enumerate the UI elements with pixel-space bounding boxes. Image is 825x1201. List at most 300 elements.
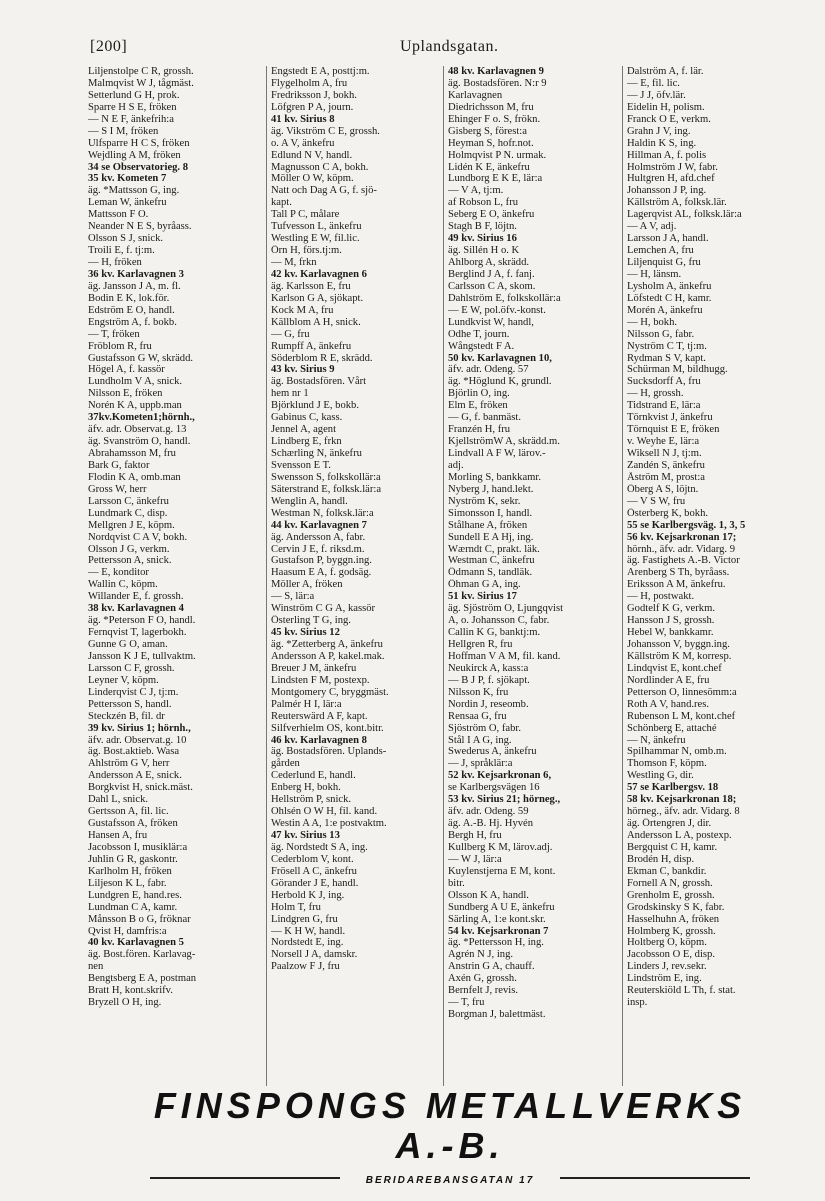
- directory-entry: — A V, adj.: [627, 221, 677, 233]
- directory-entry: Gustafson P, byggn.ing.: [271, 555, 372, 567]
- directory-column-4: [622, 66, 793, 1086]
- directory-entry: Hillman A, f. polis: [627, 149, 707, 161]
- directory-entry: Bernfelt J, revis.: [448, 985, 519, 997]
- directory-entry: äg. *Pettersson H, ing.: [448, 937, 544, 949]
- directory-entry: nen: [88, 961, 104, 973]
- directory-entry: Möller O W, köpm.: [271, 173, 354, 185]
- directory-entry: Dahl L, snick.: [88, 794, 149, 806]
- directory-entry: Anstrin G A, chauff.: [448, 961, 535, 973]
- directory-entry: adj.: [448, 459, 464, 471]
- directory-entry: Nyström K, sekr.: [448, 495, 521, 507]
- directory-entry: Hansen A, fru: [88, 830, 148, 841]
- directory-entry: Holm T, fru: [271, 901, 321, 913]
- directory-entry: Dalström A, f. lär.: [627, 66, 704, 77]
- directory-entry: Spilhammar N, omb.m.: [627, 746, 727, 758]
- page-header: [90, 38, 750, 60]
- directory-entry: Morén A, änkefru: [627, 304, 703, 316]
- block-heading: 43 kv. Sirius 9: [271, 364, 335, 376]
- directory-entry: — B J P, f. sjökapt.: [448, 674, 530, 686]
- directory-entry: Borgkvist H, snick.mäst.: [88, 782, 193, 794]
- directory-entry: Wejdling A M, fröken: [88, 149, 181, 161]
- directory-entry: — J J, öfv.lär.: [627, 89, 686, 101]
- directory-entry: Ehinger F o. S, frökn.: [448, 113, 541, 125]
- directory-entry: Mellgren J E, köpm.: [88, 519, 175, 531]
- block-heading: 40 kv. Karlavagnen 5: [88, 937, 184, 949]
- directory-entry: — K H W, handl.: [271, 925, 346, 937]
- block-heading: 45 kv. Sirius 12: [271, 627, 340, 639]
- directory-entry: Petterson O, linnesömm:a: [627, 686, 737, 698]
- directory-entry: äg. Jansson J A, m. fl.: [88, 280, 181, 292]
- directory-entry: Holmberg K, grossh.: [627, 925, 716, 937]
- directory-entry: Olsson K A, handl.: [448, 889, 529, 901]
- directory-entry: Lundholm V A, snick.: [88, 376, 183, 388]
- directory-entry: Westman N, folksk.lär:a: [271, 507, 374, 519]
- directory-column-1: [88, 66, 264, 1086]
- directory-entry: — E W, pol.öfv.-konst.: [448, 304, 546, 316]
- directory-entry: Agrén N J, ing.: [448, 949, 514, 961]
- directory-entry: Schönberg E, attaché: [627, 722, 717, 734]
- block-heading: 36 kv. Karlavagnen 3: [88, 268, 184, 280]
- directory-entry: Söderblom R E, skrädd.: [271, 352, 373, 364]
- directory-entry: Löfgren P A, journ.: [271, 101, 354, 113]
- directory-entry: Högel A, f. kassör: [88, 364, 165, 376]
- directory-entry: Hellström P, snick.: [271, 794, 352, 806]
- directory-entry: Haldin K S, ing.: [627, 137, 697, 149]
- directory-entry: Schürman M, bildhugg.: [627, 364, 728, 376]
- directory-entry: Rensaa G, fru: [448, 710, 507, 722]
- directory-entry: Tall P C, målare: [271, 209, 340, 221]
- directory-entry: äg. A.-B. Hj. Hyvén: [448, 818, 534, 830]
- directory-entry: — J, språklär:a: [448, 758, 513, 770]
- directory-entry: Swederus A, änkefru: [448, 746, 537, 758]
- block-heading: 39 kv. Sirius 1; hörnh.,: [88, 722, 191, 734]
- directory-entry: Österberg K, bokh.: [627, 507, 709, 519]
- directory-entry: Gunne G O, aman.: [88, 639, 168, 650]
- directory-entry: — W J, lär:a: [448, 853, 502, 865]
- directory-entry: Wallin C, köpm.: [88, 579, 158, 591]
- directory-entry: Odhe T, journ.: [448, 328, 510, 340]
- directory-entry: — G, fru: [271, 328, 310, 340]
- directory-entry: Örn H, förs.tj:m.: [271, 245, 342, 257]
- directory-entry: — E, fil. lic.: [627, 77, 680, 89]
- directory-entry: Gisberg S, förest:a: [448, 125, 527, 137]
- directory-entry: äg. Bost.aktieb. Wasa: [88, 746, 180, 758]
- directory-entry: Källström K M, korresp.: [627, 650, 732, 662]
- directory-entry: Sundell E A Hj, ing.: [448, 531, 534, 543]
- directory-entry: Paalzow F J, fru: [271, 961, 340, 973]
- directory-entry: Gustafsson G W, skrädd.: [88, 352, 194, 364]
- directory-entry: Neukirck A, kass:a: [448, 662, 529, 674]
- directory-entry: Magnusson C A, bokh.: [271, 161, 369, 173]
- directory-entry: Willander E, f. grossh.: [88, 591, 184, 603]
- directory-entry: Källström A, folksk.lär.: [627, 197, 727, 209]
- directory-entry: Törnkvist J, änkefru: [627, 412, 713, 424]
- directory-entry: Thomson F, köpm.: [627, 758, 707, 770]
- directory-entry: Norén K A, uppb.man: [88, 400, 182, 412]
- directory-entry: Lagerqvist AL, folksk.lär:a: [627, 209, 742, 221]
- directory-entry: Rumpff A, änkefru: [271, 340, 352, 352]
- directory-entry: äg. Fastighets A.-B. Victor: [627, 555, 740, 567]
- directory-entry: Nilsson G, fabr.: [627, 328, 695, 340]
- block-heading: 47 kv. Sirius 13: [271, 830, 340, 841]
- directory-entry: Fornell A N, grossh.: [627, 877, 713, 889]
- directory-entry: Hansson J S, grossh.: [627, 615, 715, 627]
- directory-entry: Schærling N, änkefru: [271, 448, 362, 459]
- directory-entry: — T, fröken: [88, 328, 140, 340]
- directory-entry: Sparre H S E, fröken: [88, 101, 177, 113]
- page-number: [200]: [90, 38, 128, 55]
- directory-entry: — N, änkefru: [627, 734, 686, 746]
- directory-entry: Andersson L A, postexp.: [627, 830, 732, 841]
- directory-entry: Lysholm A, änkefru: [627, 280, 712, 292]
- directory-entry: Breuer J M, änkefru: [271, 662, 357, 674]
- directory-entry: äg. Bost.fören. Karlavag-: [88, 949, 196, 961]
- directory-entry: Stålhane A, fröken: [448, 519, 528, 531]
- directory-entry: Lundkvist W, handl,: [448, 316, 534, 328]
- directory-entry: Fernqvist T, lagerbokh.: [88, 627, 187, 639]
- directory-entry: Pettersson S, handl.: [88, 698, 172, 710]
- directory-entry: Arenberg S Th, byråass.: [627, 567, 730, 579]
- directory-entry: Lindsten F M, postexp.: [271, 674, 370, 686]
- block-heading: 51 kv. Sirius 17: [448, 591, 517, 603]
- directory-entry: — N E F, änkefrih:a: [88, 113, 174, 125]
- directory-entry: Ahlborg A, skrädd.: [448, 257, 530, 268]
- directory-entry: Gabinus C, kass.: [271, 412, 343, 424]
- directory-entry: Reuterskiöld L Th, f. stat.: [627, 985, 736, 997]
- block-heading: 49 kv. Sirius 16: [448, 233, 517, 245]
- directory-entry: Ödmann S, tandläk.: [448, 567, 533, 579]
- block-heading: 57 se Karlbergsv. 18: [627, 782, 719, 794]
- directory-entry: Särling A, 1:e kont.skr.: [448, 913, 546, 925]
- directory-entry: Nilsson E, fröken: [88, 388, 163, 400]
- running-head: Uplandsgatan.: [400, 38, 499, 55]
- directory-entry: äg. *Peterson F O, handl.: [88, 615, 196, 627]
- block-heading: 53 kv. Sirius 21; hörneg.,: [448, 794, 561, 806]
- directory-entry: Winström C G A, kassör: [271, 603, 376, 615]
- directory-entry: äg. Svanström O, handl.: [88, 436, 191, 448]
- directory-entry: Eriksson A M, änkefru.: [627, 579, 726, 591]
- directory-entry: — V S W, fru: [627, 495, 686, 507]
- directory-entry: Haasum E A, f. godsäg.: [271, 567, 372, 579]
- directory-entry: Liljeson K L, fabr.: [88, 877, 167, 889]
- directory-entry: v. Weyhe E, lär:a: [627, 436, 700, 448]
- directory-entry: Nyström C T, tj:m.: [627, 340, 707, 352]
- directory-entry: Hoffman V A M, fil. kand.: [448, 650, 561, 662]
- directory-entry: Nordin J, reseomb.: [448, 698, 529, 710]
- directory-entry: hörnh., äfv. adr. Vidarg. 9: [627, 543, 736, 555]
- directory-entry: Stål I A G, ing.: [448, 734, 512, 746]
- directory-entry: äfv. adr. Odeng. 57: [448, 364, 529, 376]
- directory-entry: Bengtsberg E A, postman: [88, 973, 197, 985]
- directory-entry: Axén G, grossh.: [448, 973, 517, 985]
- directory-entry: Lundman C A, kamr.: [88, 901, 178, 913]
- directory-entry: Bark G, faktor: [88, 459, 150, 471]
- directory-entry: Mattsson F O.: [88, 209, 149, 221]
- directory-entry: — S, lär:a: [271, 591, 315, 603]
- directory-entry: Andersson A E, snick.: [88, 770, 182, 782]
- directory-entry: Jacobsson I, musiklär:a: [88, 841, 188, 853]
- directory-entry: Pettersson A, snick.: [88, 555, 172, 567]
- block-heading: 58 kv. Kejsarkronan 18;: [627, 794, 737, 806]
- directory-entry: Carlsson C A, skom.: [448, 280, 536, 292]
- directory-entry: Liljenquist G, fru: [627, 257, 701, 268]
- directory-entry: Holmqvist P N. urmak.: [448, 149, 547, 161]
- directory-entry: Ahlström G V, herr: [88, 758, 170, 770]
- directory-entry: Lemchen A, fru: [627, 245, 694, 257]
- directory-entry: Dahlström E, folkskollär:a: [448, 292, 561, 304]
- directory-entry: Sjöström O, fabr.: [448, 722, 521, 734]
- directory-entry: Sundberg A U E, änkefru: [448, 901, 555, 913]
- rule-right: [560, 1177, 750, 1179]
- directory-entry: Bergh H, fru: [448, 830, 502, 841]
- directory-entry: Brodén H, disp.: [627, 853, 695, 865]
- directory-entry: Frösell A C, änkefru: [271, 865, 357, 877]
- directory-entry: äg. Bostadsfören. N:r 9: [448, 77, 547, 89]
- directory-entry: hörneg., äfv. adr. Vidarg. 8: [627, 806, 740, 818]
- directory-entry: — V A, tj:m.: [448, 185, 504, 197]
- directory-entry: Andersson A P, kakel.mak.: [271, 650, 385, 662]
- directory-entry: äfv. adr. Odeng. 59: [448, 806, 529, 818]
- directory-entry: Palmér H I, lär:a: [271, 698, 342, 710]
- directory-entry: Löfstedt C H, kamr.: [627, 292, 712, 304]
- directory-entry: Säterstrand E, folksk.lär:a: [271, 483, 382, 495]
- directory-entry: Callin K G, banktj:m.: [448, 627, 541, 639]
- directory-entry: Jacobsson O E, disp.: [627, 949, 715, 961]
- directory-entry: Westin A A, 1:e postvaktm.: [271, 818, 387, 830]
- directory-entry: Karlholm H, fröken: [88, 865, 172, 877]
- advert-banner: [120, 1085, 780, 1186]
- directory-entry: Diedrichsson M, fru: [448, 101, 534, 113]
- directory-entry: Wærndt C, prakt. läk.: [448, 543, 540, 555]
- directory-entry: — G, f. banmäst.: [448, 412, 521, 424]
- directory-entry: Björlin O, ing.: [448, 388, 510, 400]
- directory-entry: — S I M, fröken: [88, 125, 159, 137]
- directory-entry: Karlson G A, sjökapt.: [271, 292, 364, 304]
- directory-entry: Edlund N V, handl.: [271, 149, 353, 161]
- directory-entry: Natt och Dag A G, f. sjö-: [271, 185, 377, 197]
- directory-entry: Jennel A, agent: [271, 424, 337, 436]
- directory-entry: — H, postwakt.: [627, 591, 695, 603]
- directory-entry: Hellgren R, fru: [448, 639, 513, 650]
- directory-entry: Holtberg O, köpm.: [627, 937, 707, 949]
- directory-entry: Ohlsén O W H, fil. kand.: [271, 806, 378, 818]
- directory-entry: Bergquist C H, kamr.: [627, 841, 718, 853]
- directory-entry: Hasselhuhn A, fröken: [627, 913, 720, 925]
- directory-entry: Nordqvist C A V, bokh.: [88, 531, 188, 543]
- directory-entry: Cederblom V, kont.: [271, 853, 354, 865]
- directory-entry: — E, konditor: [88, 567, 149, 579]
- block-heading: 41 kv. Sirius 8: [271, 113, 335, 125]
- directory-entry: Enberg H, bokh.: [271, 782, 341, 794]
- directory-entry: Norsell J A, damskr.: [271, 949, 358, 961]
- directory-entry: Åström M, prost:a: [627, 471, 705, 483]
- directory-entry: — H, fröken: [88, 257, 142, 268]
- block-heading: 44 kv. Karlavagnen 7: [271, 519, 367, 531]
- directory-entry: Görander J E, handl.: [271, 877, 359, 889]
- directory-entry: Elm E, fröken: [448, 400, 508, 412]
- directory-entry: äfv. adr. Observat.g. 13: [88, 424, 187, 436]
- directory-entry: Leyner V, köpm.: [88, 674, 159, 686]
- directory-entry: Silfverhielm OS, kont.bitr.: [271, 722, 384, 734]
- directory-entry: Qvist H, damfris:a: [88, 925, 167, 937]
- directory-entry: Bryzell O H, ing.: [88, 997, 162, 1009]
- directory-entry: Tufvesson L, änkefru: [271, 221, 362, 233]
- directory-entry: Berglind J A, f. fanj.: [448, 268, 535, 280]
- directory-entry: Larsson C F, grossh.: [88, 662, 175, 674]
- directory-entry: Lindgren G, fru: [271, 913, 338, 925]
- directory-entry: Österling T G, ing.: [271, 615, 351, 627]
- directory-entry: Hebel W, bankkamr.: [627, 627, 714, 639]
- directory-entry: Nordlinder A E, fru: [627, 674, 710, 686]
- directory-entry: Månsson B o G, fröknar: [88, 913, 191, 925]
- directory-entry: Öhman G A, ing.: [448, 579, 521, 591]
- directory-entry: Westling G, dir.: [627, 770, 694, 782]
- directory-entry: — T, fru: [448, 997, 485, 1009]
- directory-entry: Larsson J A, handl.: [627, 233, 709, 245]
- directory-entry: Linderqvist C J, tj:m.: [88, 686, 179, 698]
- directory-entry: se Karlbergsvägen 16: [448, 782, 540, 794]
- directory-entry: Abrahamsson M, fru: [88, 448, 176, 459]
- directory-entry: äg. Bostadsfören. Uplands-: [271, 746, 387, 758]
- rule-left: [150, 1177, 340, 1179]
- directory-entry: Westman C, änkefru: [448, 555, 535, 567]
- directory-entry: Grodskinsky S K, fabr.: [627, 901, 725, 913]
- directory-entry: — H, bokh.: [627, 316, 678, 328]
- directory-entry: Lindberg E, frkn: [271, 436, 342, 448]
- directory-entry: Malmqvist W J, tågmäst.: [88, 77, 194, 89]
- directory-entry: Nordstedt E, ing.: [271, 937, 344, 949]
- directory-entry: äg. *Mattsson G, ing.: [88, 185, 180, 197]
- directory-entry: Fredriksson J, bokh.: [271, 89, 357, 101]
- directory-entry: Stagh B F, löjtn.: [448, 221, 517, 233]
- block-heading: 48 kv. Karlavagnen 9: [448, 66, 544, 77]
- directory-entry: bitr.: [448, 877, 465, 889]
- directory-entry: Ekman C, bankdir.: [627, 865, 707, 877]
- directory-entry: Cervin J E, f. riksd.m.: [271, 543, 365, 555]
- directory-entry: Westling E W, fil.lic.: [271, 233, 360, 245]
- directory-entry: Olsson S J, snick.: [88, 233, 164, 245]
- directory-entry: Borgman J, balettmäst.: [448, 1009, 546, 1021]
- directory-entry: äg. Andersson A, fabr.: [271, 531, 366, 543]
- directory-entry: Rydman S V, kapt.: [627, 352, 706, 364]
- directory-entry: Ulfsparre H C S, fröken: [88, 137, 190, 149]
- directory-entry: Setterlund G H, prok.: [88, 89, 180, 101]
- directory-entry: Gertsson A, fil. lic.: [88, 806, 169, 818]
- directory-entry: Neander N E S, byråass.: [88, 221, 192, 233]
- directory-entry: Lindqvist E, kont.chef: [627, 662, 722, 674]
- directory-entry: gården: [271, 758, 300, 770]
- directory-entry: Lidén K E, änkefru: [448, 161, 530, 173]
- directory-entry: Wenglin A, handl.: [271, 495, 348, 507]
- directory-entry: Heyman S, hofr.not.: [448, 137, 534, 149]
- directory-entry: Fröblom R, fru: [88, 340, 152, 352]
- directory-entry: hem nr 1: [271, 388, 309, 400]
- directory-entry: Björklund J E, bokb.: [271, 400, 359, 412]
- directory-entry: Reuterswärd A F, kapt.: [271, 710, 368, 722]
- directory-entry: Kock M A, fru: [271, 304, 334, 316]
- directory-entry: Svensson E T.: [271, 459, 331, 471]
- directory-entry: äg. *Zetterberg A, änkefru: [271, 639, 383, 650]
- block-heading: 55 se Karlbergsväg. 1, 3, 5: [627, 519, 746, 531]
- directory-entry: insp.: [627, 997, 648, 1009]
- directory-entry: Gustafsson A, fröken: [88, 818, 178, 830]
- directory-entry: Engström A, f. bokb.: [88, 316, 177, 328]
- directory-entry: — H, länsm.: [627, 268, 682, 280]
- block-heading: 56 kv. Kejsarkronan 17;: [627, 531, 737, 543]
- directory-entry: Troili E, f. tj:m.: [88, 245, 155, 257]
- directory-entry: Lundgren E, hand.res.: [88, 889, 182, 901]
- directory-entry: Gross W, herr: [88, 483, 147, 495]
- directory-entry: Hultgren H, afd.chef: [627, 173, 715, 185]
- directory-entry: Zandén S, änkefru: [627, 459, 705, 471]
- directory-entry: kapt.: [271, 197, 292, 209]
- directory-entry: äg. Örtengren J, dir.: [627, 818, 712, 830]
- directory-entry: Nilsson K, fru: [448, 686, 509, 698]
- directory-entry: Franzén H, fru: [448, 424, 511, 436]
- block-heading: 34 se Observatorieg. 8: [88, 161, 189, 173]
- directory-entry: äg. Nordstedt S A, ing.: [271, 841, 368, 853]
- directory-entry: Cederlund E, handl.: [271, 770, 356, 782]
- directory-entry: Karlavagnen: [448, 89, 503, 101]
- directory-entry: Herbold K J, ing.: [271, 889, 345, 901]
- directory-entry: Linders J, rev.sekr.: [627, 961, 707, 973]
- directory-entry: Grenholm E, grossh.: [627, 889, 715, 901]
- directory-entry: KjellströmW A, skrädd.m.: [448, 436, 560, 448]
- directory-entry: Liljenstolpe C R, grossh.: [88, 66, 194, 77]
- directory-entry: äg. Sillén H o. K: [448, 245, 520, 257]
- directory-entry: Grahn J V, ing.: [627, 125, 691, 137]
- directory-entry: A, o. Johansson C, fabr.: [448, 615, 550, 627]
- directory-entry: Swensson S, folkskollär:a: [271, 471, 381, 483]
- directory-entry: Lundborg E K E, lär:a: [448, 173, 543, 185]
- directory-column-2: [266, 66, 443, 1086]
- directory-entry: Kuylenstjerna E M, kont.: [448, 865, 556, 877]
- directory-entry: Simonsson I, handl.: [448, 507, 533, 519]
- directory-columns: [88, 66, 788, 1086]
- directory-entry: Tidstrand E, lär:a: [627, 400, 701, 412]
- directory-entry: Engstedt E A, posttj:m.: [271, 66, 370, 77]
- directory-entry: Öberg A S, löjtn.: [627, 483, 699, 495]
- directory-entry: Flodin K A, omb.man: [88, 471, 181, 483]
- directory-entry: Godtelf K G, verkm.: [627, 603, 715, 615]
- block-heading: 42 kv. Karlavagnen 6: [271, 268, 367, 280]
- advert-subtitle-row: [120, 1170, 780, 1184]
- block-heading: 46 kv. Karlavagnen 8: [271, 734, 367, 746]
- directory-entry: Steckzén B, fil. dr: [88, 710, 165, 722]
- block-heading: 35 kv. Kometen 7: [88, 173, 167, 185]
- advert-title: FINSPONGS METALLVERKS A.-B.: [153, 1085, 747, 1166]
- directory-entry: — M, frkn: [271, 257, 317, 268]
- directory-entry: Holmström J W, fabr.: [627, 161, 718, 173]
- directory-entry: af Robson L, fru: [448, 197, 519, 209]
- directory-entry: Bodin E K, lok.för.: [88, 292, 170, 304]
- directory-entry: äg. Vikström C E, grossh.: [271, 125, 380, 137]
- directory-entry: Roth A V, hand.res.: [627, 698, 710, 710]
- directory-entry: Lundmark C, disp.: [88, 507, 168, 519]
- directory-entry: Jansson K J E, tullvaktm.: [88, 650, 196, 662]
- block-heading: 52 kv. Kejsarkronan 6,: [448, 770, 552, 782]
- directory-entry: Morling S, bankkamr.: [448, 471, 541, 483]
- directory-entry: Törnquist E E, fröken: [627, 424, 720, 436]
- directory-entry: Montgomery C, bryggmäst.: [271, 686, 389, 698]
- directory-entry: Wångstedt F A.: [448, 340, 515, 352]
- advert-subtitle: BERIDAREBANSGATAN 17: [360, 1175, 541, 1186]
- block-heading: 38 kv. Karlavagnen 4: [88, 603, 184, 615]
- block-heading: 54 kv. Kejsarkronan 7: [448, 925, 549, 937]
- directory-entry: Olsson J G, verkm.: [88, 543, 170, 555]
- directory-entry: Franck O E, verkm.: [627, 113, 711, 125]
- directory-entry: Lindström E, ing.: [627, 973, 702, 985]
